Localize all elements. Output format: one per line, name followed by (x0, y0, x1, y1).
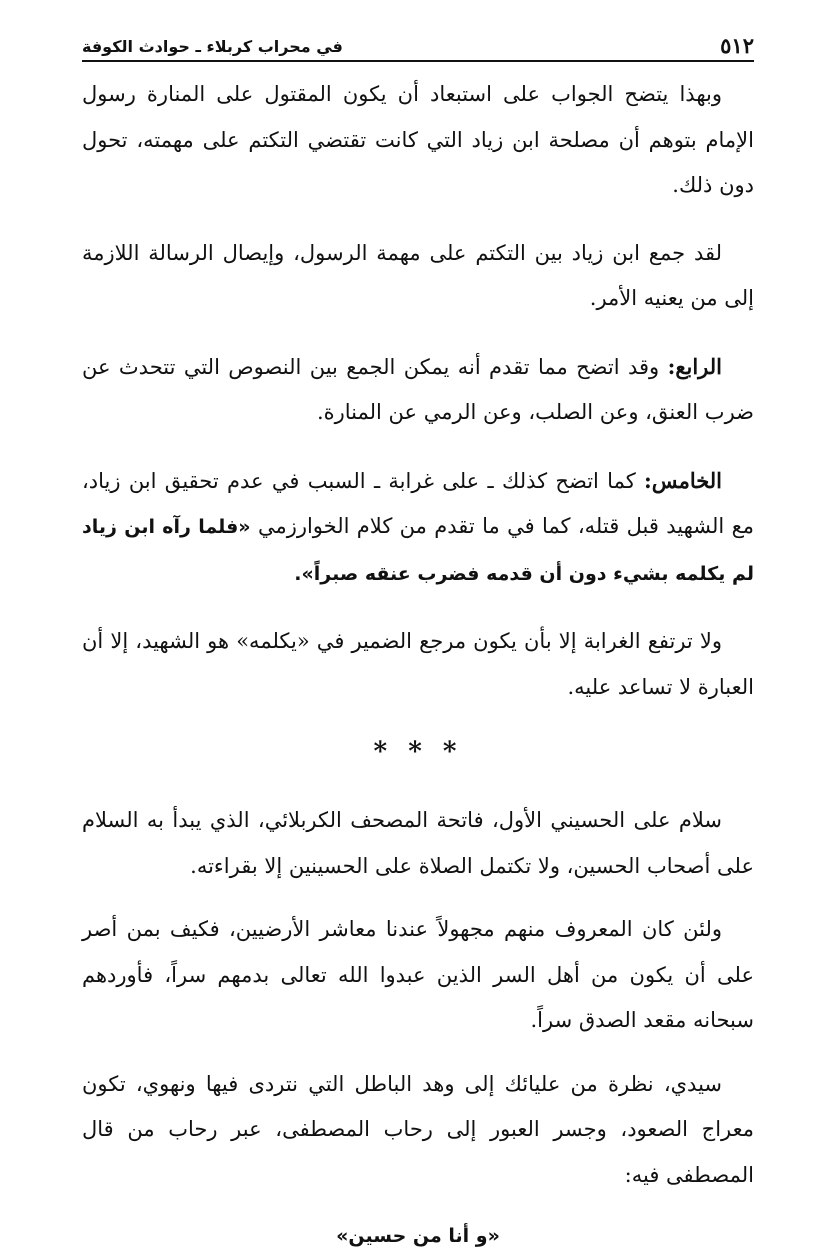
section-title: في محراب كربلاء ـ حوادث الكوفة (82, 37, 343, 56)
running-header (82, 30, 754, 62)
paragraph-7: ولئن كان المعروف منهم مجهولاً عندنا معاشر الأرضيين، فكيف بمن أصر على أن يكون من أهل السر الذين عبدوا الله تعالى بدمهم سراً، فأوردهم سبحانه مقعد الصدق سراً. (82, 917, 754, 1032)
paragraph-1: وبهذا يتضح الجواب على استبعاد أن يكون المقتول على المنارة رسول الإمام بتوهم أن مصلحة ابن زياد التي كانت تقتضي التكتم على مهمته، تحول دون ذلك. (82, 82, 754, 197)
paragraph-4 (82, 458, 754, 598)
paragraph-8: سيدي، نظرة من عليائك إلى وهد الباطل التي نتردى فيها ونهوي، تكون معراج الصعود، وجسر العبور إلى رحاب المصطفى، عبر رحاب من قال المصطفى فيه: (82, 1071, 754, 1187)
paragraph-2: لقد جمع ابن زياد بين التكتم على مهمة الرسول، وإيصال الرسالة اللازمة إلى من يعنيه الأمر. (82, 240, 754, 310)
closing-quote: «و أنا من حسين» (336, 1225, 500, 1247)
paragraph-4-lead: الخامس: (644, 467, 723, 493)
book-page (82, 30, 754, 1256)
section-separator: * * * (373, 737, 463, 767)
body-text (82, 72, 754, 1256)
paragraph-4-quote: «فلما رآه ابن زياد لم يكلمه بشيء دون أن قدمه فضرب عنقه صبراً». (82, 516, 754, 585)
paragraph-4-text: كما اتضح كذلك ـ على غرابة ـ السبب في عدم تحقيق ابن زياد، مع الشهيد قبل قتله، كما في ما تقدم من كلام الخوارزمي (82, 468, 755, 538)
paragraph-3-text: وقد اتضح مما تقدم أنه يمكن الجمع بين النصوص التي تتحدث عن ضرب العنق، وعن الصلب، وعن الرمي عن المنارة. (82, 354, 754, 424)
page-number: ٥١٢ (720, 33, 754, 58)
paragraph-3 (82, 344, 754, 436)
paragraph-6: سلام على الحسيني الأول، فاتحة المصحف الكربلائي، الذي يبدأ به السلام على أصحاب الحسين، ولا تكتمل الصلاة على الحسينين إلا بقراءته. (82, 808, 754, 878)
paragraph-3-lead: الرابع: (667, 353, 722, 379)
paragraph-5: ولا ترتفع الغرابة إلا بأن يكون مرجع الضمير في «يكلمه» هو الشهيد، إلا أن العبارة لا تساعد عليه. (82, 629, 754, 699)
